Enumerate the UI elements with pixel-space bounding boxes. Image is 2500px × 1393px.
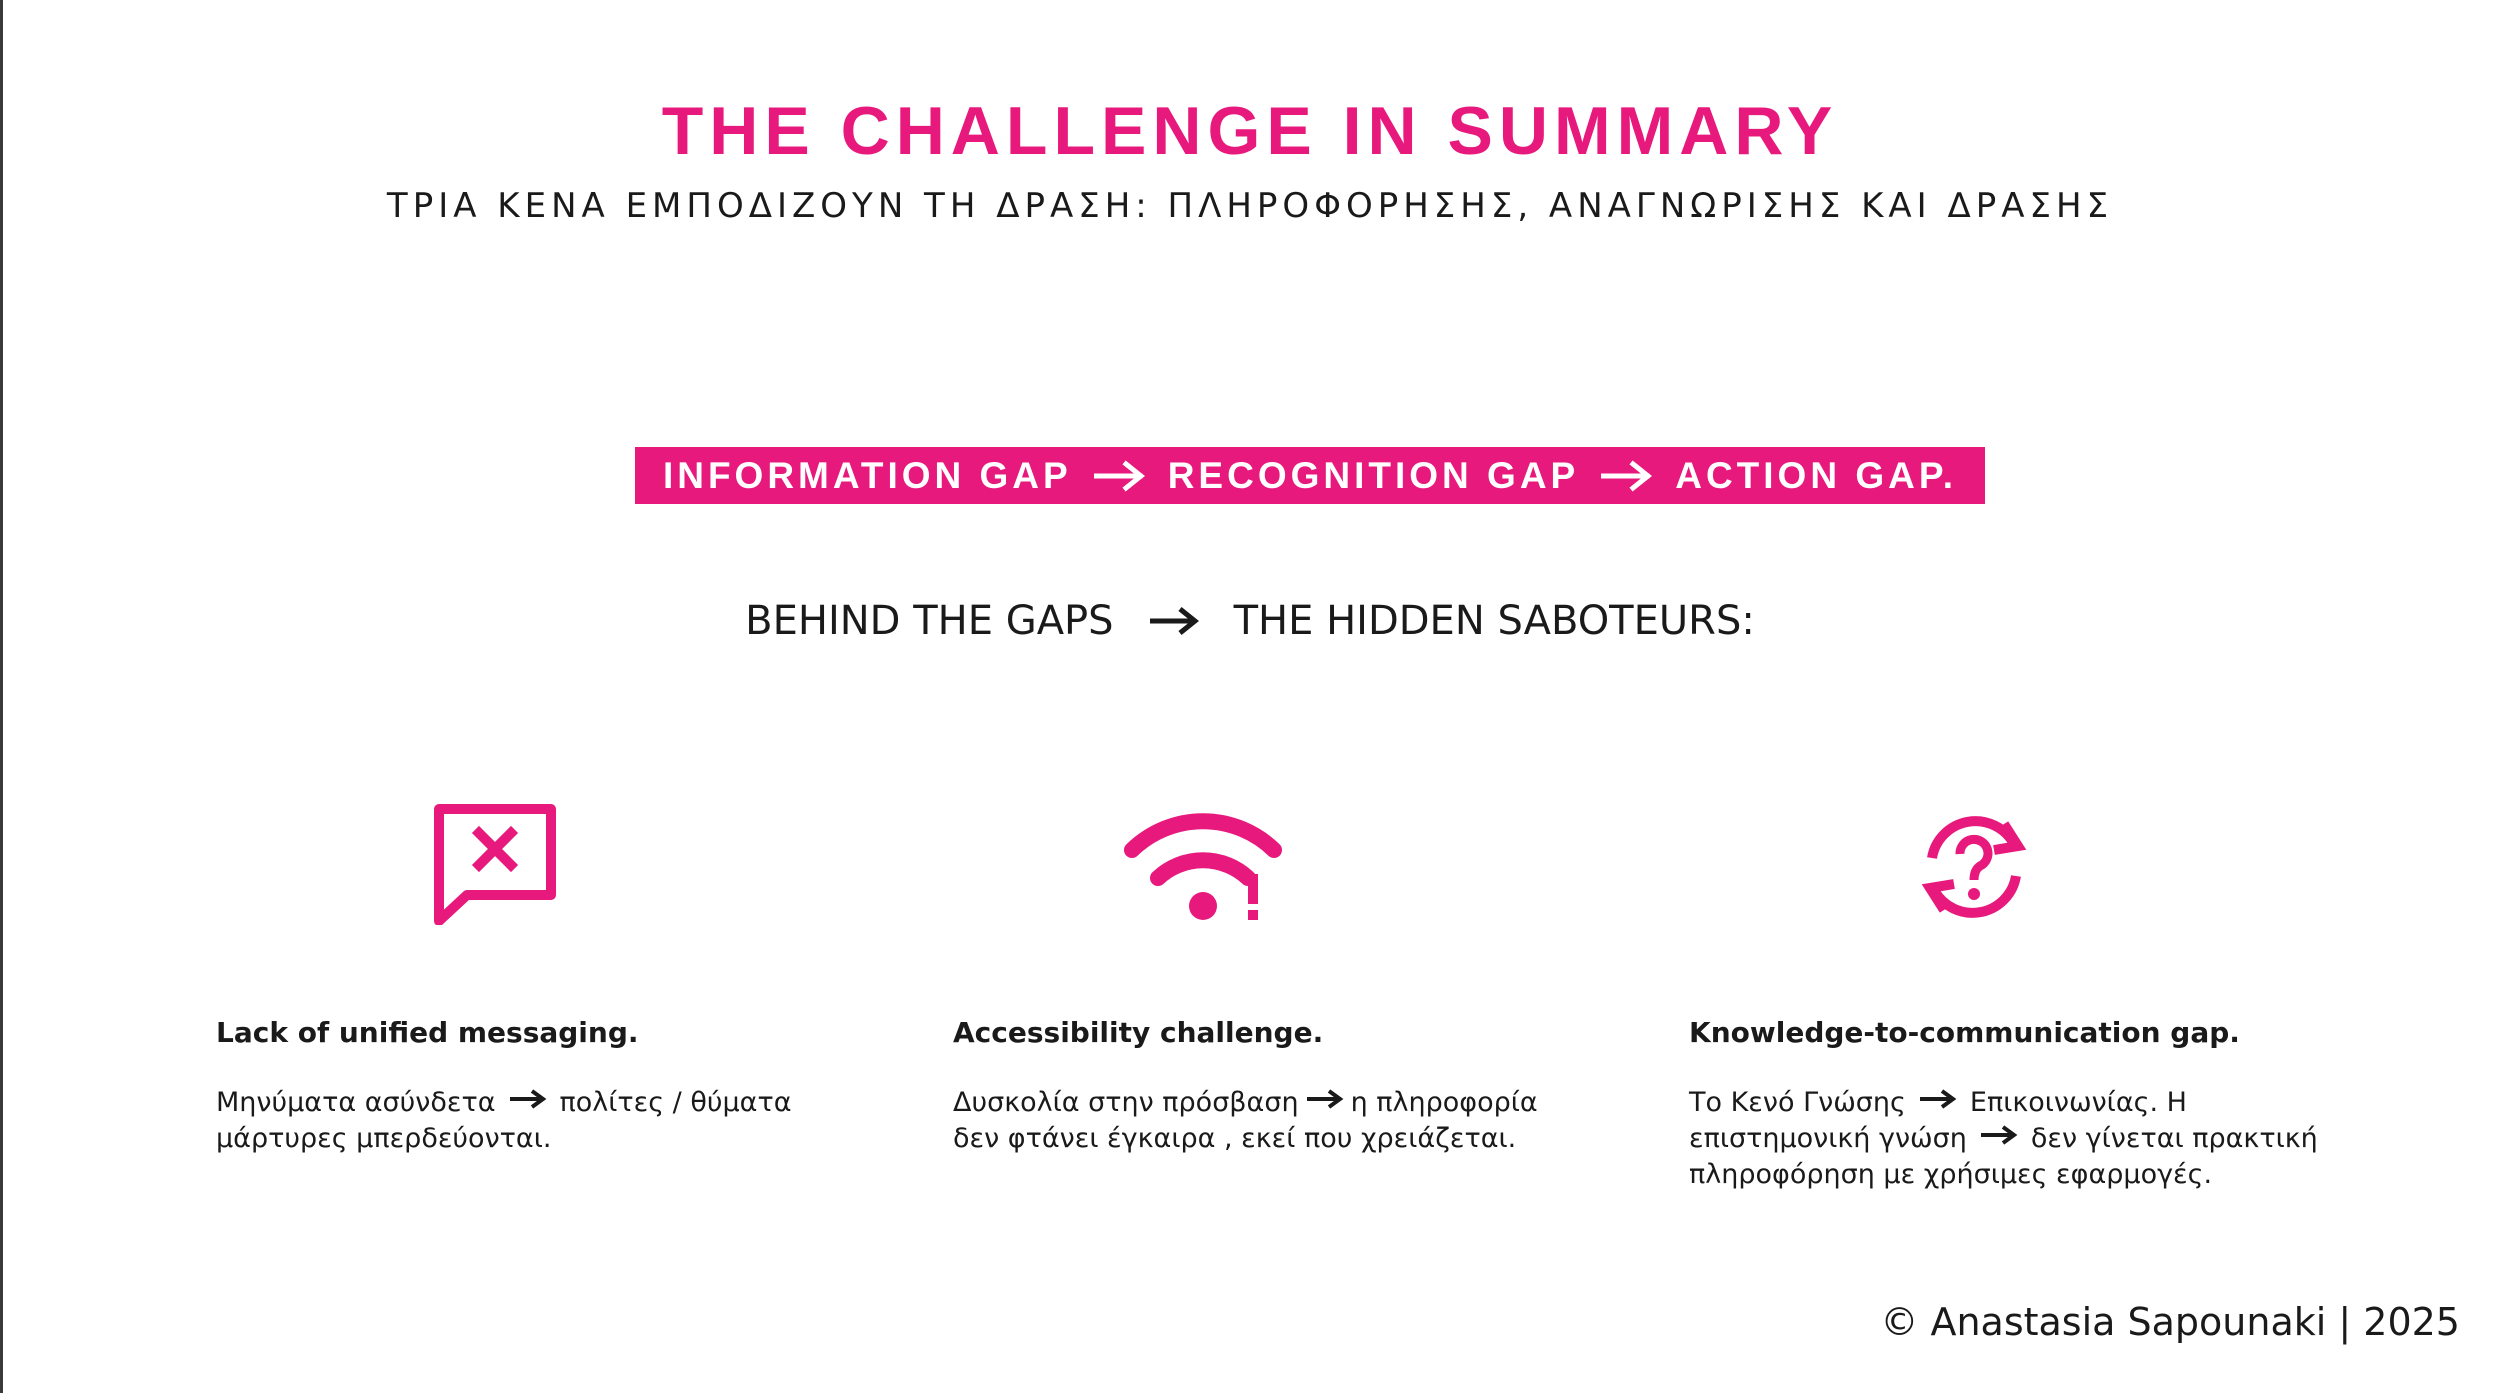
copyright-footer: © Anastasia Sapounaki | 2025 bbox=[1880, 1300, 2460, 1344]
column-1-body-line1b: πολίτες / θύματα bbox=[559, 1087, 792, 1118]
gap-chain-banner bbox=[635, 447, 1985, 504]
behind-the-gaps-line bbox=[0, 598, 2500, 644]
behind-left-text: BEHIND THE GAPS bbox=[745, 598, 1114, 644]
slide-title: THE CHALLENGE IN SUMMARY bbox=[661, 93, 1839, 169]
column-3-body-line3: πληροφόρηση με χρήσιμες εφαρμογές. bbox=[1689, 1159, 2213, 1190]
arrow-right-icon bbox=[1918, 1085, 1958, 1121]
arrow-right-icon bbox=[1094, 460, 1146, 492]
arrow-right-icon bbox=[1305, 1085, 1345, 1121]
column-3-body-line2b: δεν γίνεται πρακτική bbox=[2030, 1123, 2318, 1154]
column-1-body-line2: μάρτυρες μπερδεύονται. bbox=[216, 1123, 552, 1154]
message-x-icon bbox=[433, 803, 557, 925]
column-2-heading: Accessibility challenge. bbox=[953, 1016, 1324, 1049]
column-1-body bbox=[216, 1085, 792, 1157]
arrow-right-icon bbox=[1148, 604, 1200, 638]
arrow-right-icon bbox=[1601, 460, 1653, 492]
column-2-body-line2: δεν φτάνει έγκαιρα , εκεί που χρειάζεται. bbox=[953, 1123, 1517, 1154]
behind-right-text: THE HIDDEN SABOTEURS: bbox=[1233, 598, 1755, 644]
column-3-body bbox=[1689, 1085, 2318, 1193]
question-cycle-icon bbox=[1914, 808, 2034, 926]
gap-item-recognition: RECOGNITION GAP bbox=[1167, 454, 1580, 496]
arrow-right-icon bbox=[1979, 1121, 2019, 1157]
column-3-heading: Knowledge-to-communication gap. bbox=[1689, 1016, 2240, 1049]
column-3-body-line2a: επιστημονική γνώση bbox=[1689, 1123, 1967, 1154]
column-2-body bbox=[953, 1085, 1538, 1157]
gap-item-information: INFORMATION GAP bbox=[662, 454, 1072, 496]
column-3-body-line1b: Επικοινωνίας. Η bbox=[1969, 1087, 2187, 1118]
slide-subtitle: ΤΡΙΑ ΚΕΝΑ ΕΜΠΟΔΙΖΟΥΝ ΤΗ ΔΡΑΣΗ: ΠΛΗΡΟΦΟΡΗΣΗΣ, ΑΝΑΓΝΩΡΙΣΗΣ ΚΑΙ ΔΡΑΣΗΣ bbox=[386, 186, 2114, 226]
wifi-alert-icon bbox=[1124, 808, 1284, 922]
column-2-body-line1b: η πληροφορία bbox=[1350, 1087, 1538, 1118]
column-1-body-line1a: Μηνύματα ασύνδετα bbox=[216, 1087, 496, 1118]
column-2-body-line1a: Δυσκολία στην πρόσβαση bbox=[953, 1087, 1299, 1118]
arrow-right-icon bbox=[508, 1085, 548, 1121]
column-1-heading: Lack of unified messaging. bbox=[216, 1016, 639, 1049]
column-3-body-line1a: Το Κενό Γνώσης bbox=[1689, 1087, 1906, 1118]
gap-item-action: ACTION GAP. bbox=[1675, 454, 1958, 496]
